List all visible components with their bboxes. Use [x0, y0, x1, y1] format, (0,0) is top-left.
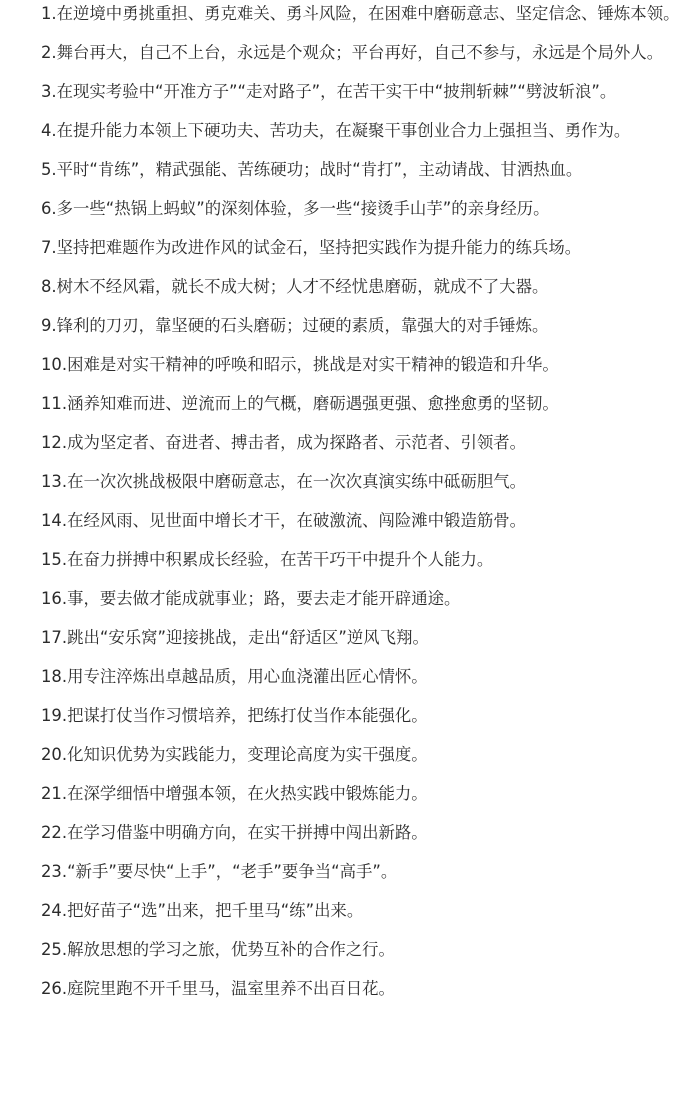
list-item: 1.在逆境中勇挑重担、勇克难关、勇斗风险，在困难中磨砺意志、坚定信念、锤炼本领。	[41, 4, 680, 23]
list-item: 21.在深学细悟中增强本领，在火热实践中锻炼能力。	[41, 784, 428, 803]
list-item: 24.把好苗子“选”出来，把千里马“练”出来。	[41, 901, 364, 920]
list-item: 10.困难是对实干精神的呼唤和昭示，挑战是对实干精神的锻造和升华。	[41, 355, 559, 374]
list-item: 23.“新手”要尽快“上手”，“老手”要争当“高手”。	[41, 862, 398, 881]
list-item: 3.在现实考验中“开准方子”“走对路子”，在苦干实干中“披荆斩棘”“劈波斩浪”。	[41, 82, 617, 101]
list-item: 7.坚持把难题作为改进作风的试金石，坚持把实践作为提升能力的练兵场。	[41, 238, 582, 257]
list-item: 18.用专注淬炼出卓越品质，用心血浇灌出匠心情怀。	[41, 667, 428, 686]
list-item: 13.在一次次挑战极限中磨砺意志，在一次次真演实练中砥砺胆气。	[41, 472, 527, 491]
list-item: 12.成为坚定者、奋进者、搏击者，成为探路者、示范者、引领者。	[41, 433, 527, 452]
list-item: 8.树木不经风霜，就长不成大树；人才不经忧患磨砺，就成不了大器。	[41, 277, 549, 296]
list-item: 17.跳出“安乐窝”迎接挑战，走出“舒适区”逆风飞翔。	[41, 628, 429, 647]
list-item: 11.涵养知难而进、逆流而上的气概，磨砺遇强更强、愈挫愈勇的坚韧。	[41, 394, 559, 413]
list-item: 19.把谋打仗当作习惯培养，把练打仗当作本能强化。	[41, 706, 428, 725]
list-item: 6.多一些“热锅上蚂蚁”的深刻体验，多一些“接烫手山芋”的亲身经历。	[41, 199, 550, 218]
list-item: 20.化知识优势为实践能力，变理论高度为实干强度。	[41, 745, 428, 764]
list-item: 2.舞台再大，自己不上台，永远是个观众；平台再好，自己不参与，永远是个局外人。	[41, 43, 664, 62]
list-item: 22.在学习借鉴中明确方向，在实干拼搏中闯出新路。	[41, 823, 428, 842]
list-item: 16.事，要去做才能成就事业；路，要去走才能开辟通途。	[41, 589, 461, 608]
list-item: 4.在提升能力本领上下硬功夫、苦功夫，在凝聚干事创业合力上强担当、勇作为。	[41, 121, 631, 140]
list-item: 9.锋利的刀刃，靠坚硬的石头磨砺；过硬的素质，靠强大的对手锤炼。	[41, 316, 549, 335]
list-item: 5.平时“肯练”，精武强能、苦练硬功；战时“肯打”，主动请战、甘洒热血。	[41, 160, 583, 179]
list-item: 25.解放思想的学习之旅，优势互补的合作之行。	[41, 940, 395, 959]
list-item: 14.在经风雨、见世面中增长才干，在破激流、闯险滩中锻造筋骨。	[41, 511, 527, 530]
list-item: 15.在奋力拼搏中积累成长经验，在苦干巧干中提升个人能力。	[41, 550, 494, 569]
list-item: 26.庭院里跑不开千里马，温室里养不出百日花。	[41, 979, 395, 998]
